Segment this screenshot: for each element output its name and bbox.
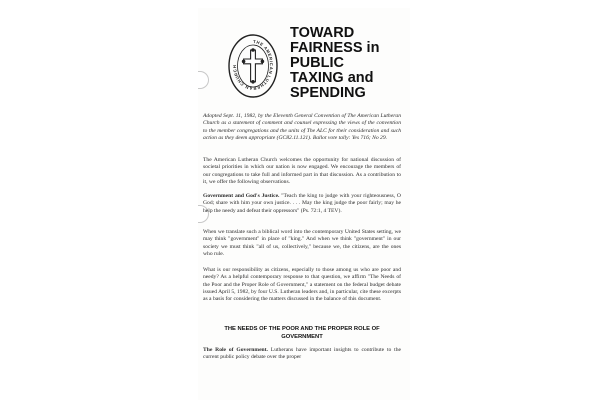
title-line: TOWARD [290, 25, 355, 41]
adoption-note: Adopted Sept. 11, 1982, by the Eleventh General Convention of The American Lutheran Church as a statement of comment and counsel expressing the views of the convention to the member congregations and the units of The ALC for their consideration and such action as they deem appropriate (GC82.11.121). Ballot vote tally: Yes 716; No 29. [203, 113, 401, 141]
section-heading: THE NEEDS OF THE POOR AND THE PROPER ROLE OF GOVERNMENT [224, 326, 380, 340]
title-line: FAIRNESS in [290, 40, 380, 56]
responsibility-paragraph: What is our responsibility as citizens, especially to those among us who are poor and needy? As a helpful contemporary response to that question, we affirm "The Needs of the Poor and the Proper Role of Government," a statement on the federal budget debate issued April 5, 1982, by four U.S. Lutheran leaders and, in particular, cite these excerpts as a basis for considering the matters discussed in the balance of this document. [203, 267, 401, 303]
document-title [290, 26, 400, 101]
paragraph-lead: The Role of Government. [203, 347, 268, 353]
seal-ring-text: THE AMERICAN LUTHERAN CHURCH [231, 38, 274, 92]
citizens-paragraph: When we translate such a biblical word into the contemporary United States setting, we may think "government" in place of "king." And when we think "government" in our society we must think "all of us, collectively," because we, the citizens, are the ones who rule. [203, 229, 401, 257]
title-line: TAXING and [290, 70, 374, 86]
cross-seal-icon [228, 34, 278, 98]
intro-paragraph: The American Lutheran Church welcomes the opportunity for national discussion of societal priorities in which our nation is now engaged. We encourage the members of our congregations to take full and informed part in that discussion. As a contribution to it, we offer the following observations. [203, 157, 401, 185]
justice-paragraph [203, 193, 401, 215]
paragraph-body: Lutherans have important insights to contribute to the current public policy debate over the proper [203, 347, 402, 361]
paragraph-body: "Teach the king to judge with your righteousness, O God; share with him your own justice. . . . May the king judge the poor fairly; may he help the needy and defeat their oppressors" (Ps. 72:1, 4 TEV). [203, 193, 401, 214]
title-line: SPENDING [290, 85, 366, 101]
title-line: PUBLIC [290, 55, 344, 71]
paragraph-lead: Government and God's Justice. [203, 193, 280, 199]
role-paragraph [203, 347, 401, 362]
